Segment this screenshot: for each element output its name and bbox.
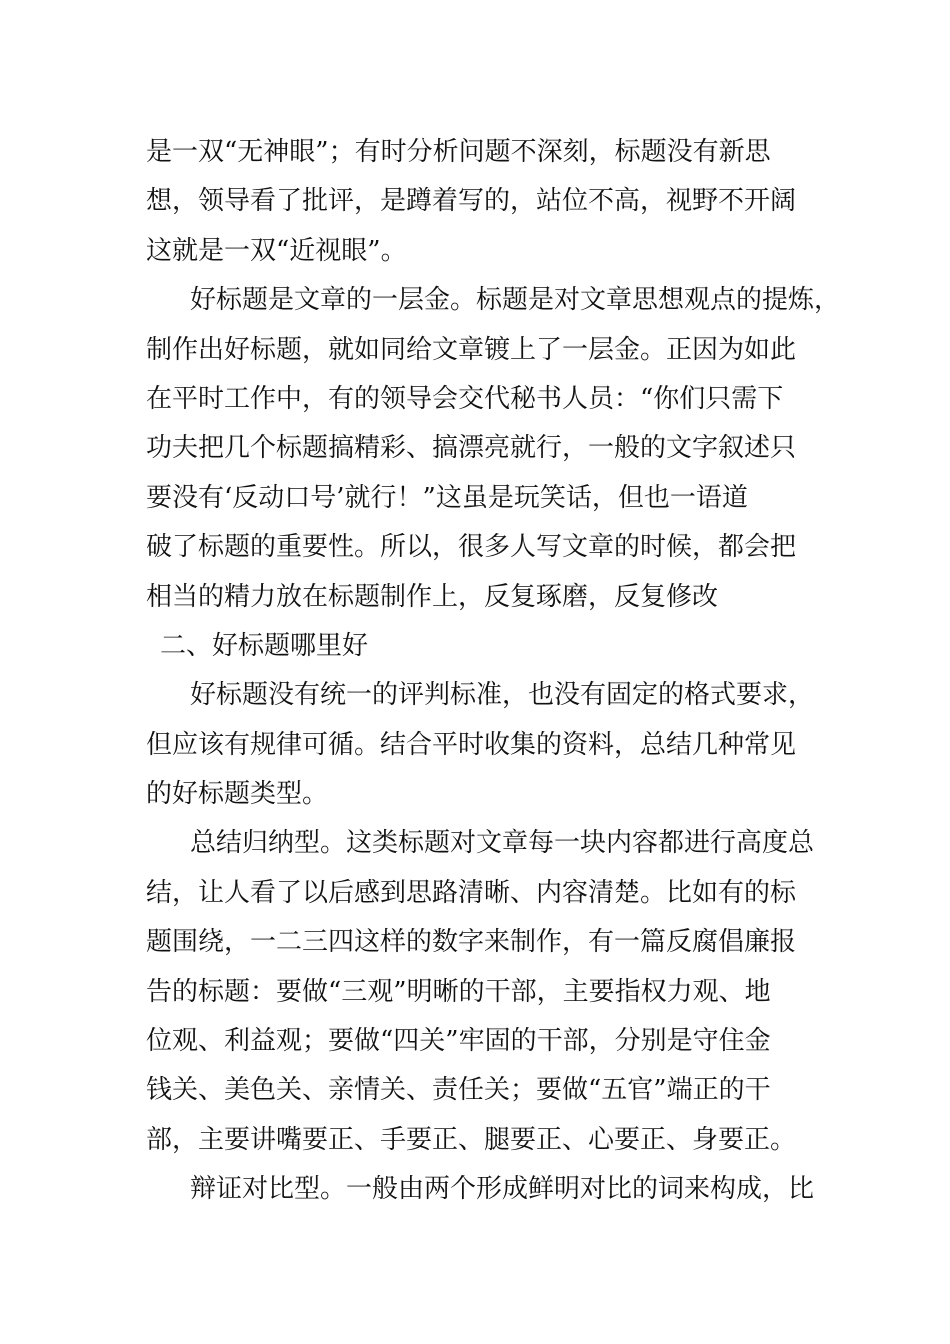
text-line: 制作出好标题，就如同给文章镀上了一层金。正因为如此: [146, 334, 797, 365]
paragraph-first-line: 辩证对比型。一般由两个形成鲜明对比的词来构成，比: [190, 1174, 815, 1205]
text-line: 位观、利益观；要做“四关”牢固的干部，分别是守住金: [146, 1026, 771, 1057]
text-line: 结，让人看了以后感到思路清晰、内容清楚。比如有的标: [146, 877, 797, 908]
text-line: 想，领导看了批评，是蹲着写的，站位不高，视野不开阔: [146, 186, 797, 217]
paragraph-first-line: 总结归纳型。这类标题对文章每一块内容都进行高度总: [190, 828, 815, 859]
text-line: 相当的精力放在标题制作上，反复琢磨，反复修改: [146, 581, 719, 612]
text-line: 钱关、美色关、亲情关、责任关；要做“五官”端正的干: [146, 1075, 771, 1106]
text-line: 题围绕，一二三四这样的数字来制作，有一篇反腐倡廉报: [146, 927, 797, 958]
body-text: [146, 128, 841, 1215]
text-line: 功夫把几个标题搞精彩、搞漂亮就行，一般的文字叙述只: [146, 433, 797, 464]
text-line: 的好标题类型。: [146, 779, 329, 810]
text-line: 部，主要讲嘴要正、手要正、腿要正、心要正、身要正。: [146, 1124, 797, 1155]
paragraph-first-line: 好标题没有统一的评判标准，也没有固定的格式要求，: [190, 680, 815, 711]
section-heading: 二、好标题哪里好: [160, 630, 369, 661]
paragraph-first-line: 好标题是文章的一层金。标题是对文章思想观点的提炼，: [190, 285, 841, 316]
text-line: 在平时工作中，有的领导会交代秘书人员：“你们只需下: [146, 383, 784, 414]
text-line: 但应该有规律可循。结合平时收集的资料，总结几种常见: [146, 729, 797, 760]
text-line: 破了标题的重要性。所以，很多人写文章的时候，都会把: [146, 532, 797, 563]
text-line: 这就是一双“近视眼”。: [146, 235, 407, 266]
text-line: 要没有‘反动口号’就行！”这虽是玩笑话，但也一语道: [146, 482, 748, 513]
text-line: 是一双“无神眼”；有时分析问题不深刻，标题没有新思: [146, 137, 771, 167]
text-line: 告的标题：要做“三观”明晰的干部，主要指权力观、地: [146, 976, 771, 1007]
